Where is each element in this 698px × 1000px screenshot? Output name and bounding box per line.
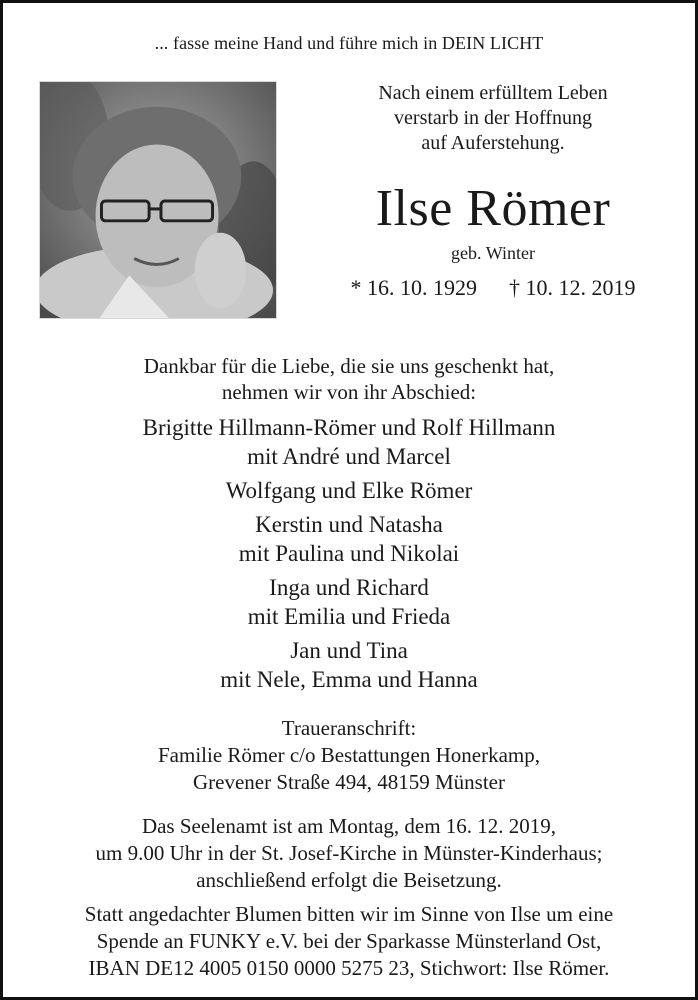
intro-line: verstarb in der Hoffnung (394, 107, 592, 129)
service-line: anschließend erfolgt die Beisetzung. (196, 868, 502, 892)
family-line: Wolfgang und Elke Römer (225, 478, 473, 503)
intro-line: Nach einem erfülltem Leben (378, 82, 608, 104)
address-line: Familie Römer c/o Bestattungen Honerkamp, (158, 743, 540, 767)
family-line: Kerstin und Natasha (255, 512, 443, 537)
family-line: mit André und Marcel (247, 444, 451, 469)
intro-text (303, 81, 683, 156)
address-line: Traueranschrift: (281, 716, 417, 740)
death-date: † 10. 12. 2019 (509, 275, 636, 300)
donation-line: Spende an FUNKY e.V. bei der Sparkasse Münsterland Ost, (96, 929, 602, 953)
service-line: um 9.00 Uhr in der St. Josef-Kirche in Münster-Kinderhaus; (95, 841, 603, 865)
family-line: Inga und Richard (269, 575, 429, 600)
intro-line: auf Auferstehung. (421, 132, 565, 154)
life-dates (303, 275, 683, 301)
birth-name: geb. Winter (451, 243, 535, 263)
family-group (3, 510, 695, 568)
portrait-image (40, 82, 276, 318)
family-group (3, 476, 695, 505)
donation-info (3, 901, 695, 982)
service-line: Das Seelenamt ist am Montag, dem 16. 12. 2019, (141, 814, 557, 838)
birth-date: * 16. 10. 1929 (350, 275, 477, 300)
deceased-name: Ilse Römer (375, 180, 611, 237)
thanks-line: Dankbar für die Liebe, die sie uns geschenkt hat, (143, 354, 555, 378)
mourners-list (3, 413, 695, 699)
family-group (3, 636, 695, 694)
thanks-text (3, 353, 695, 405)
family-group (3, 413, 695, 471)
address-line: Grevener Straße 494, 48159 Münster (192, 770, 505, 794)
family-line: mit Nele, Emma und Hanna (220, 667, 478, 692)
condolence-address (3, 715, 695, 796)
donation-line: Statt angedachter Blumen bitten wir im Sinne von Ilse um eine (84, 902, 614, 926)
portrait-photo (39, 81, 277, 319)
thanks-line: nehmen wir von ihr Abschied: (221, 380, 477, 404)
family-group (3, 573, 695, 631)
motto: ... fasse meine Hand und führe mich in DEIN LICHT (154, 33, 544, 53)
family-line: Brigitte Hillmann-Römer und Rolf Hillmann (142, 415, 556, 440)
family-line: Jan und Tina (290, 638, 408, 663)
family-line: mit Emilia und Frieda (247, 604, 451, 629)
service-info (3, 813, 695, 894)
family-line: mit Paulina und Nikolai (238, 541, 460, 566)
donation-line: IBAN DE12 4005 0150 0000 5275 23, Stichwort: Ilse Römer. (88, 956, 610, 980)
